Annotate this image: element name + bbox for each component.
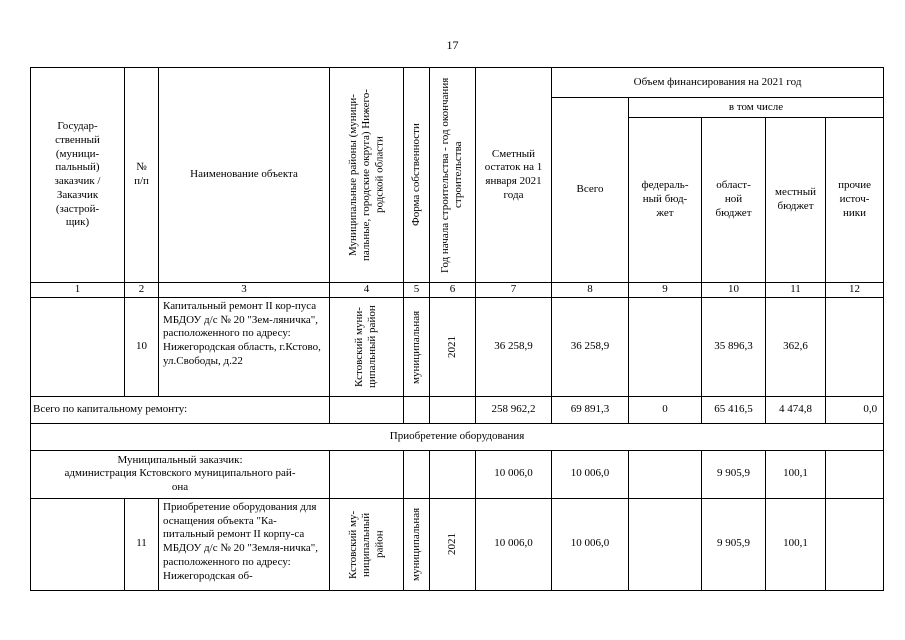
row10-ownership-text: муниципальная [409,310,422,384]
row11-total: 10 006,0 [552,498,629,590]
total-capital-regional: 65 416,5 [702,396,766,423]
row10-other [826,297,884,396]
row11-balance: 10 006,0 [476,498,552,590]
row10-year-text: 2021 [445,335,458,358]
header-including: в том числе [629,98,884,118]
colnum-3: 3 [159,283,330,298]
customer-local: 100,1 [766,450,826,498]
page-number: 17 [446,38,459,52]
total-capital-balance: 258 962,2 [476,396,552,423]
row10-regional: 35 896,3 [702,297,766,396]
row10-federal [629,297,702,396]
header-financing-volume: Объем финансирования на 2021 год [552,68,884,98]
table-row-item-11 [31,498,884,590]
column-numbers-row [31,283,884,298]
customer-total: 10 006,0 [552,450,629,498]
header-federal: федераль- ный бюд- жет [629,118,702,283]
customer-c6 [430,450,476,498]
row11-other [826,498,884,590]
row11-year [430,498,476,590]
row10-balance: 36 258,9 [476,297,552,396]
colnum-4: 4 [330,283,404,298]
header-municipal-districts-text: Муниципальные районы (муници-пальные, городские округа) Нижего-родской области [346,89,386,261]
total-capital-c5 [404,396,430,423]
colnum-6: 6 [430,283,476,298]
header-ownership-form-text: Форма собственности [409,123,422,227]
row11-ownership-text: муниципальная [409,507,422,581]
row11-num: 11 [125,498,159,590]
total-capital-total: 69 891,3 [552,396,629,423]
section-equipment-title: Приобретение оборудования [31,423,884,450]
customer-c4 [330,450,404,498]
row10-total: 36 258,9 [552,297,629,396]
colnum-1: 1 [31,283,125,298]
header-estimated-balance: Сметный остаток на 1 января 2021 года [476,68,552,283]
header-regional: област- ной бюджет [702,118,766,283]
colnum-7: 7 [476,283,552,298]
row11-district [330,498,404,590]
colnum-10: 10 [702,283,766,298]
table-row-total-capital [31,396,884,423]
customer-regional: 9 905,9 [702,450,766,498]
header-municipal-districts [330,68,404,283]
row11-regional: 9 905,9 [702,498,766,590]
total-capital-other: 0,0 [826,396,884,423]
total-capital-c6 [430,396,476,423]
customer-other [826,450,884,498]
row11-local: 100,1 [766,498,826,590]
total-capital-c4 [330,396,404,423]
row10-customer [31,297,125,396]
colnum-12: 12 [826,283,884,298]
customer-c5 [404,450,430,498]
row11-name: Приобретение оборудования для оснащения объекта "Ка-питальный ремонт II корпу-са МБДОУ д/с № 20 "Земля-ничка", расположенного по адресу: Нижегородская об- [159,498,330,590]
customer-label: Муниципальный заказчик: администрация Кстовского муниципального рай- она [31,450,330,498]
colnum-9: 9 [629,283,702,298]
header-construction-years-text: Год начала строительства - год окончания строительства [439,77,465,273]
header-num: № п/п [125,68,159,283]
row10-local: 362,6 [766,297,826,396]
header-ownership-form [404,68,430,283]
total-capital-federal: 0 [629,396,702,423]
row10-ownership [404,297,430,396]
header-construction-years [430,68,476,283]
section-row-equipment [31,423,884,450]
total-capital-local: 4 474,8 [766,396,826,423]
customer-federal [629,450,702,498]
financing-table [30,67,884,591]
header-total: Всего [552,98,629,283]
colnum-11: 11 [766,283,826,298]
header-local: местный бюджет [766,118,826,283]
row10-district [330,297,404,396]
header-customer: Государ- ственный (муници- пальный) заказчик / Заказчик (застрой- щик) [31,68,125,283]
row10-district-text: Кстовский муни-ципальный район [353,305,379,389]
colnum-5: 5 [404,283,430,298]
row11-customer [31,498,125,590]
row10-num: 10 [125,297,159,396]
row11-federal [629,498,702,590]
colnum-8: 8 [552,283,629,298]
row11-district-text: Кстовский му-ниципальный район [346,510,386,579]
total-capital-label: Всего по капитальному ремонту: [31,396,330,423]
row10-year [430,297,476,396]
row11-ownership [404,498,430,590]
table-row-item-10 [31,297,884,396]
row11-year-text: 2021 [445,533,458,556]
header-object-name: Наименование объекта [159,68,330,283]
header-other: прочие источ- ники [826,118,884,283]
customer-balance: 10 006,0 [476,450,552,498]
colnum-2: 2 [125,283,159,298]
table-row-customer [31,450,884,498]
row10-name: Капитальный ремонт II кор-пуса МБДОУ д/с № 20 "Зем-ляничка", расположенного по адресу: Нижегородская область, г.Кстово, ул.Свободы, д.22 [159,297,330,396]
